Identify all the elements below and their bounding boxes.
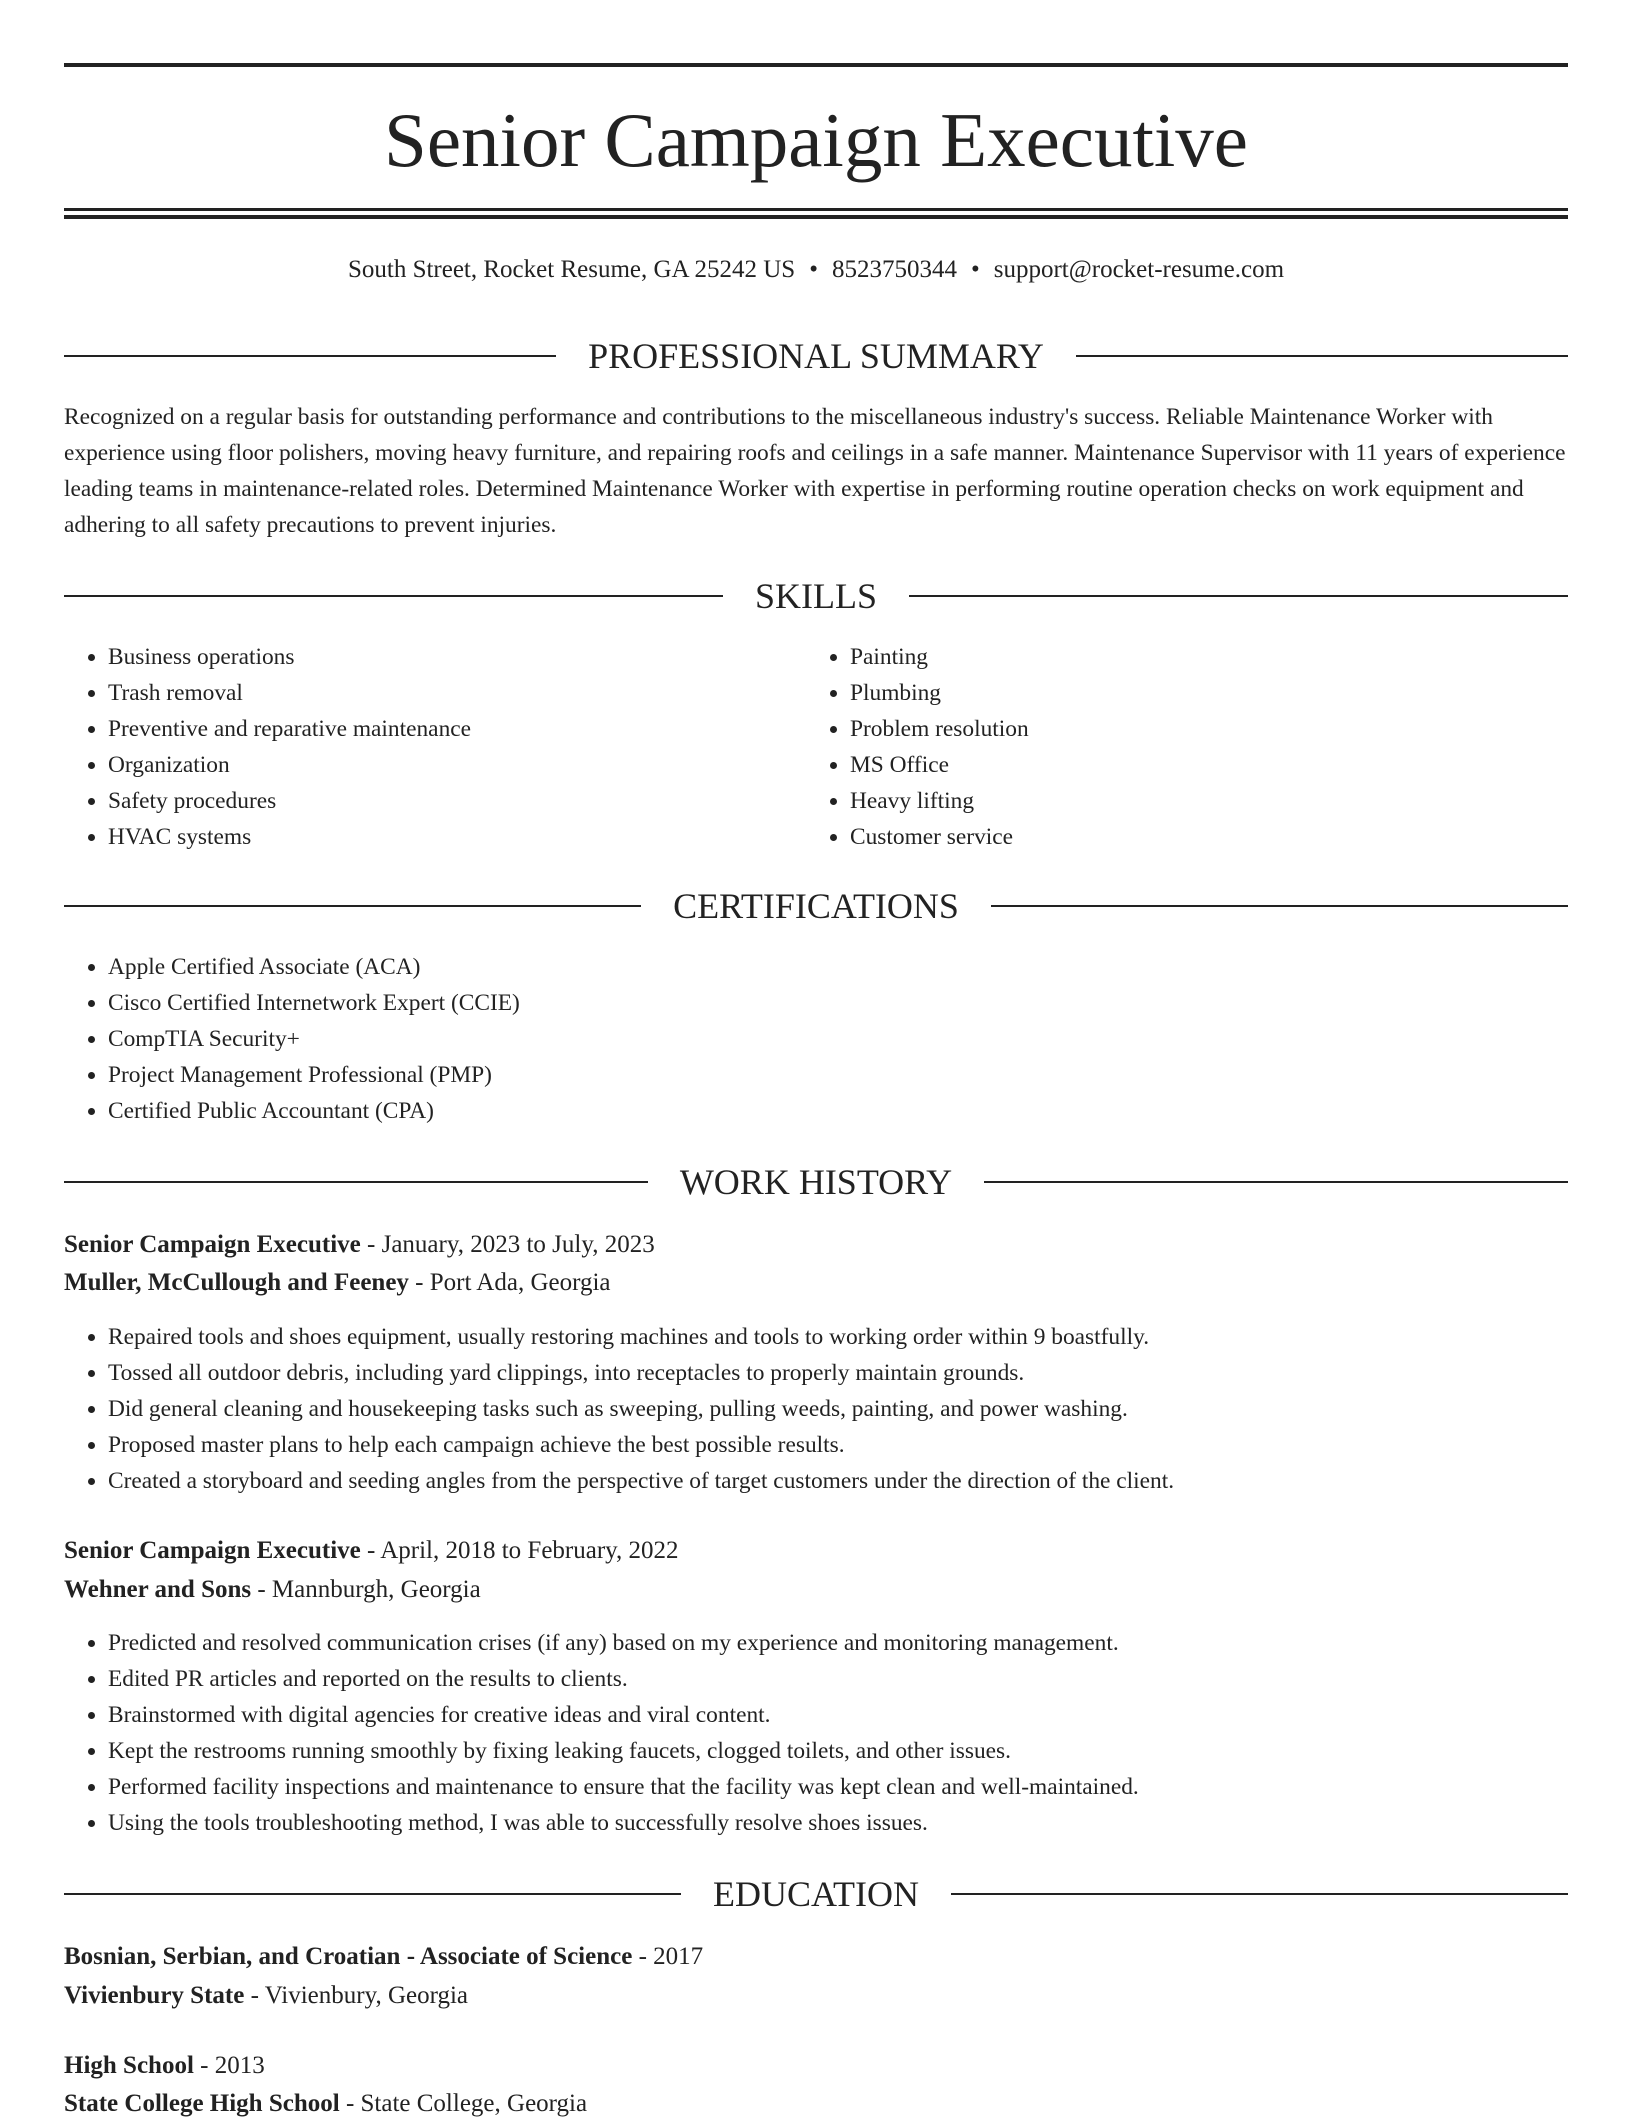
job-dates: - April, 2018 to February, 2022 — [360, 1537, 679, 1564]
job-bullet: • Predicted and resolved communication crises (if any) based on my experience and monitoring management. — [108, 1625, 1612, 1661]
job-bullet: • Performed facility inspections and maintenance to ensure that the facility was kept clean and well-maintained. — [108, 1769, 1612, 1805]
skill-item: • Customer service — [850, 819, 1590, 855]
education-location: - Vivienbury, Georgia — [244, 1982, 469, 2009]
certification-item: • Project Management Professional (PMP) — [108, 1057, 1612, 1093]
job-bullet: • Proposed master plans to help each campaign achieve the best possible results. — [108, 1427, 1612, 1463]
job-bullet: • Edited PR articles and reported on the results to clients. — [108, 1661, 1612, 1697]
contact-line — [64, 252, 1568, 288]
section-rule-right — [1076, 355, 1568, 357]
job-company-line — [64, 1572, 1568, 1608]
section-rule-left — [64, 355, 556, 357]
job-bullets — [64, 1625, 1612, 1841]
education-degree: High School — [64, 2052, 194, 2079]
education-degree-line — [64, 1939, 1568, 1975]
section-rule-right — [909, 595, 1568, 597]
job-company: Wehner and Sons — [64, 1576, 252, 1603]
job-bullets — [64, 1319, 1612, 1499]
section-title: PROFESSIONAL SUMMARY — [588, 336, 1044, 376]
job-company-line — [64, 1265, 1568, 1301]
contact-separator: • — [970, 256, 980, 283]
education-degree-line — [64, 2048, 1568, 2084]
section-title: EDUCATION — [713, 1874, 919, 1914]
section-title: CERTIFICATIONS — [673, 886, 959, 926]
top-rule — [64, 63, 1568, 67]
section-heading-work-history — [64, 1162, 1568, 1202]
header-rule-upper — [64, 208, 1568, 211]
education-year: - 2017 — [632, 1943, 704, 1970]
section-rule-left — [64, 905, 641, 907]
section-title: WORK HISTORY — [679, 1162, 953, 1202]
skill-item: • Heavy lifting — [850, 783, 1590, 819]
section-rule-right — [984, 1181, 1568, 1183]
section-heading-education — [64, 1874, 1568, 1914]
job-bullet: • Brainstormed with digital agencies for creative ideas and viral content. — [108, 1697, 1612, 1733]
skill-item: • Problem resolution — [850, 711, 1590, 747]
job-title-line — [64, 1533, 1568, 1569]
job-bullet: • Tossed all outdoor debris, including yard clippings, into receptacles to properly maintain grounds. — [108, 1355, 1612, 1391]
job-bullet: • Created a storyboard and seeding angles from the perspective of target customers under the direction of the client. — [108, 1463, 1612, 1499]
certification-item: • CompTIA Security+ — [108, 1021, 1612, 1057]
section-rule-left — [64, 1893, 681, 1895]
skill-item: • Trash removal — [108, 675, 848, 711]
skill-item: • Preventive and reparative maintenance — [108, 711, 848, 747]
job-title: Senior Campaign Executive — [64, 1537, 361, 1564]
job-title-line — [64, 1227, 1568, 1263]
education-school-line — [64, 2086, 1568, 2122]
skill-item: • Safety procedures — [108, 783, 848, 819]
contact-separator: • — [809, 256, 818, 283]
summary-text: Recognized on a regular basis for outstanding performance and contributions to the miscellaneous industry's success. Reliable Maintenance Worker with experience using floor polishers, moving heavy furniture, and repairing roofs and ceilings in a safe manner. Maintenance Supervisor with 11 years of experience leading teams in maintenance-related roles. Determined Maintenance Worker with expertise in performing routine operation checks on work equipment and adhering to all safety precautions to prevent injuries. — [64, 404, 1566, 538]
skills-list-left — [64, 639, 848, 855]
job-bullet: • Did general cleaning and housekeeping tasks such as sweeping, pulling weeds, painting, and power washing. — [108, 1391, 1612, 1427]
job-location: - Mannburgh, Georgia — [251, 1576, 481, 1603]
job-bullet: • Repaired tools and shoes equipment, usually restoring machines and tools to working order within 9 boastfully. — [108, 1319, 1612, 1355]
education-school: State College High School — [64, 2090, 340, 2117]
education-degree: Bosnian, Serbian, and Croatian - Associate of Science — [64, 1943, 633, 1970]
contact-address: South Street, Rocket Resume, GA 25242 US — [347, 256, 796, 283]
section-rule-right — [951, 1893, 1568, 1895]
job-company: Muller, McCullough and Feeney — [64, 1269, 409, 1296]
section-rule-right — [991, 905, 1568, 907]
certification-item: • Cisco Certified Internetwork Expert (CCIE) — [108, 985, 1612, 1021]
skill-item: • Plumbing — [850, 675, 1590, 711]
skill-item: • Painting — [850, 639, 1590, 675]
skill-item: • HVAC systems — [108, 819, 848, 855]
education-school: Vivienbury State — [64, 1982, 245, 2009]
skills-list-right — [806, 639, 1590, 855]
contact-email: support@rocket-resume.com — [993, 256, 1285, 283]
certifications-list — [64, 949, 1612, 1129]
job-bullet: • Kept the restrooms running smoothly by fixing leaking faucets, clogged toilets, and other issues. — [108, 1733, 1612, 1769]
skill-item: • Business operations — [108, 639, 848, 675]
job-title: Senior Campaign Executive — [64, 1231, 361, 1258]
contact-phone: 8523750344 — [831, 256, 957, 283]
job-location: - Port Ada, Georgia — [408, 1269, 611, 1296]
education-school-line — [64, 1978, 1568, 2014]
section-rule-left — [64, 1181, 648, 1183]
section-rule-left — [64, 595, 723, 597]
education-year: - 2013 — [193, 2052, 265, 2079]
job-dates: - January, 2023 to July, 2023 — [360, 1231, 655, 1258]
resume-name: Senior Campaign Executive — [384, 97, 1248, 183]
certification-item: • Apple Certified Associate (ACA) — [108, 949, 1612, 985]
section-heading-skills — [64, 576, 1568, 616]
header-rule-lower — [64, 215, 1568, 219]
certification-item: • Certified Public Accountant (CPA) — [108, 1093, 1612, 1129]
skill-item: • Organization — [108, 747, 848, 783]
section-title: SKILLS — [755, 576, 878, 616]
section-heading-summary — [64, 336, 1568, 376]
skill-item: • MS Office — [850, 747, 1590, 783]
job-bullet: • Using the tools troubleshooting method, I was able to successfully resolve shoes issues. — [108, 1805, 1612, 1841]
education-location: - State College, Georgia — [339, 2090, 588, 2117]
section-heading-certifications — [64, 886, 1568, 926]
